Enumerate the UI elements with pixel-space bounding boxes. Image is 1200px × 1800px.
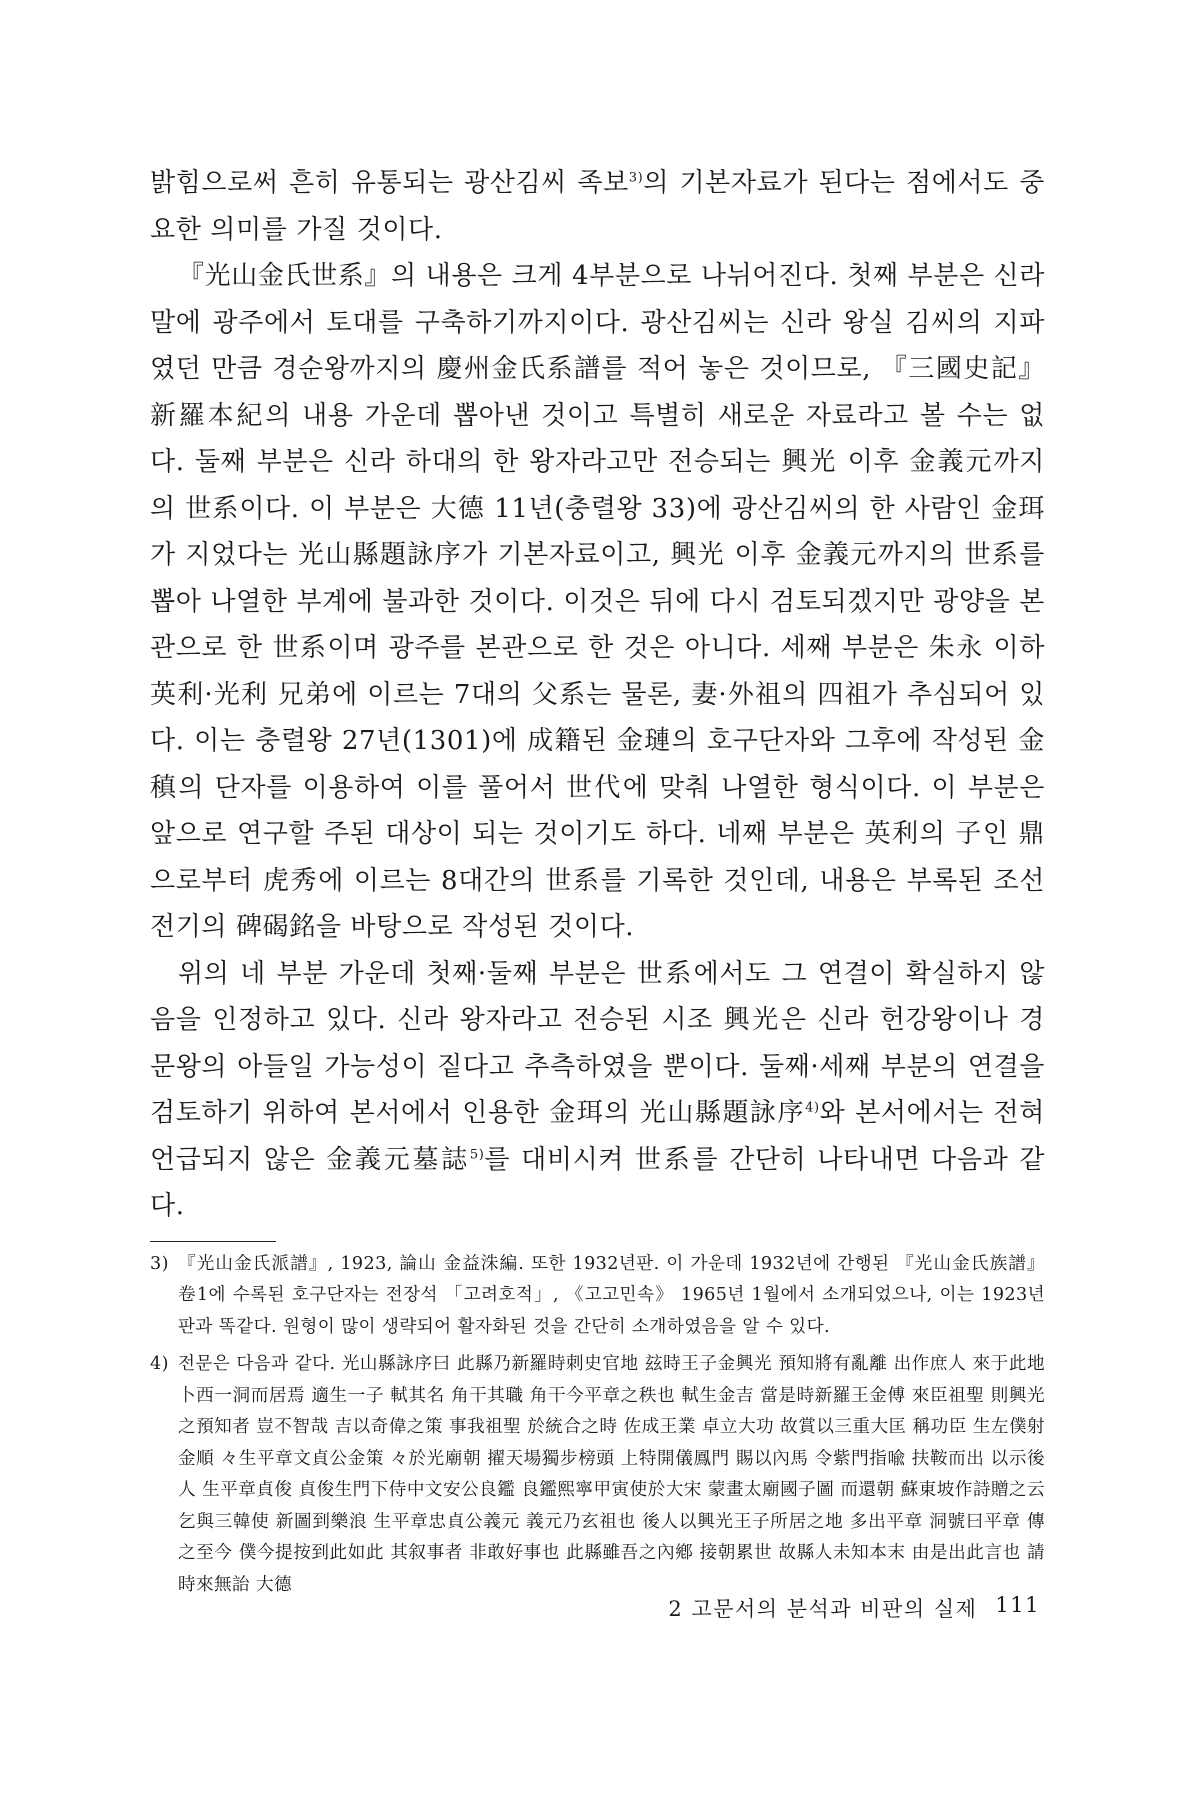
paragraph-3-text-a: 위의 네 부분 가운데 첫째·둘째 부분은 世系에서도 그 연결이 확실하지 않음을 인정하고 있다. 신라 왕자라고 전승된 시조 興光은 신라 헌강왕이나 경문왕의 아들일 가능성이 짙다고 추측하였을 뿐이다. 둘째·세째 부분의 연결을 검토하기 위하여 본서에서 인용한 金珥의 光山縣題詠序 <box>150 958 1045 1128</box>
footnote-ref-5: 5) <box>469 1146 485 1162</box>
footnotes <box>150 1249 1045 1602</box>
footnote-number: 3) <box>150 1253 169 1274</box>
page-number: 111 <box>995 1593 1040 1617</box>
paragraph-1-text-a: 밝힘으로써 흔히 유통되는 광산김씨 족보 <box>150 168 629 198</box>
chapter-title: 2 고문서의 분석과 비판의 실제 <box>668 1597 978 1621</box>
paragraph-1-text-b: 의 기본자료가 된다는 점에서도 중요한 의미를 가질 것이다. <box>150 168 1045 245</box>
footnote-4 <box>150 1349 1045 1601</box>
paragraph-3-text-c: 를 대비시켜 世系를 간단히 나타내면 다음과 같다. <box>150 1144 1046 1221</box>
paragraph-3-text-b: 와 본서에서는 전혀 언급되지 않은 金義元墓誌 <box>150 1098 1045 1175</box>
book-page <box>150 160 1045 1760</box>
footnote-ref-4: 4) <box>805 1100 820 1116</box>
footnote-3 <box>150 1249 1045 1344</box>
footnote-text: 전문은 다음과 같다. 光山縣詠序曰 此縣乃新羅時刺史官地 玆時王子金興光 預知將有亂離 出作庶人 來于此地 卜西一洞而居焉 適生一子 軾其名 角干其職 角干今平章之秩也 軾生金吉 當是時新羅王金傅 來臣祖聖 則興光之預知者 豈不智哉 吉以奇偉之策 事我祖聖 於統合之時 佐成王業 卓立大功 故賞以三重大匡 稱功臣 生左僕射金順 々生平章文貞公金策 々於光廟朝 擢天場獨步榜頭 上特開儀鳳門 賜以內馬 令紫門指喩 扶鞍而出 以示後人 生平章貞俊 貞俊生門下侍中文安公良鑑 良鑑熙寧甲寅使於大宋 蒙畫太廟國子圖 而還朝 蘇東坡作詩贈之云 乞與三韓使 新圖到樂浪 生平章忠貞公義元 義元乃玄祖也 後人以興光王子所居之地 多出平章 洞號曰平章 傳之至今 僕今提按到此如此 其叙事者 非敢好事也 此縣雖吾之內鄕 接朝累世 故縣人未知本末 由是出此言也 請時來無詒 大德 <box>178 1354 1045 1595</box>
body-text <box>150 160 1045 1230</box>
footnote-number: 4) <box>150 1354 169 1374</box>
paragraph-2: 『光山金氏世系』의 내용은 크게 4부분으로 나뉘어진다. 첫째 부분은 신라말에 광주에서 토대를 구축하기까지이다. 광산김씨는 신라 왕실 김씨의 지파였던 만큼 경순왕까지의 慶州金氏系譜를 적어 놓은 것이므로, 『三國史記』 新羅本紀의 내용 가운데 뽑아낸 것이고 특별히 새로운 자료라고 볼 수는 없다. 둘째 부분은 신라 하대의 한 왕자라고만 전승되는 興光 이후 金義元까지의 世系이다. 이 부분은 大德 11년(충렬왕 33)에 광산김씨의 한 사람인 金珥가 지었다는 光山縣題詠序가 기본자료이고, 興光 이후 金義元까지의 世系를 뽑아 나열한 부계에 불과한 것이다. 이것은 뒤에 다시 검토되겠지만 광양을 본관으로 한 世系이며 광주를 본관으로 한 것은 아니다. 세째 부분은 朱永 이하 英利·光利 兄弟에 이르는 7대의 父系는 물론, 妻·外祖의 四祖가 추심되어 있다. 이는 충렬왕 27년(1301)에 成籍된 金璉의 호구단자와 그후에 작성된 金稹의 단자를 이용하여 이를 풀어서 世代에 맞춰 나열한 형식이다. 이 부분은 앞으로 연구할 주된 대상이 되는 것이기도 하다. 네째 부분은 英利의 子인 鼎으로부터 虎秀에 이르는 8대간의 世系를 기록한 것인데, 내용은 부록된 조선전기의 碑碣銘을 바탕으로 작성된 것이다. <box>150 261 1045 942</box>
footnote-text: 『光山金氏派譜』, 1923, 論山 金益洙編. 또한 1932년판. 이 가운데 1932년에 간행된 『光山金氏族譜』 卷1에 수록된 호구단자는 전장석 「고려호적」, 《고고민속》 1965년 1월에서 소개되었으나, 이는 1923년 판과 똑같다. 원형이 많이 생략되어 활자화된 것을 간단히 소개하였음을 알 수 있다. <box>178 1253 1045 1337</box>
paragraph-3 <box>150 951 1045 1230</box>
running-footer <box>668 1593 1040 1623</box>
paragraph-1 <box>150 160 1045 253</box>
footnote-divider <box>150 1241 276 1242</box>
footnote-ref-3: 3) <box>628 170 644 186</box>
